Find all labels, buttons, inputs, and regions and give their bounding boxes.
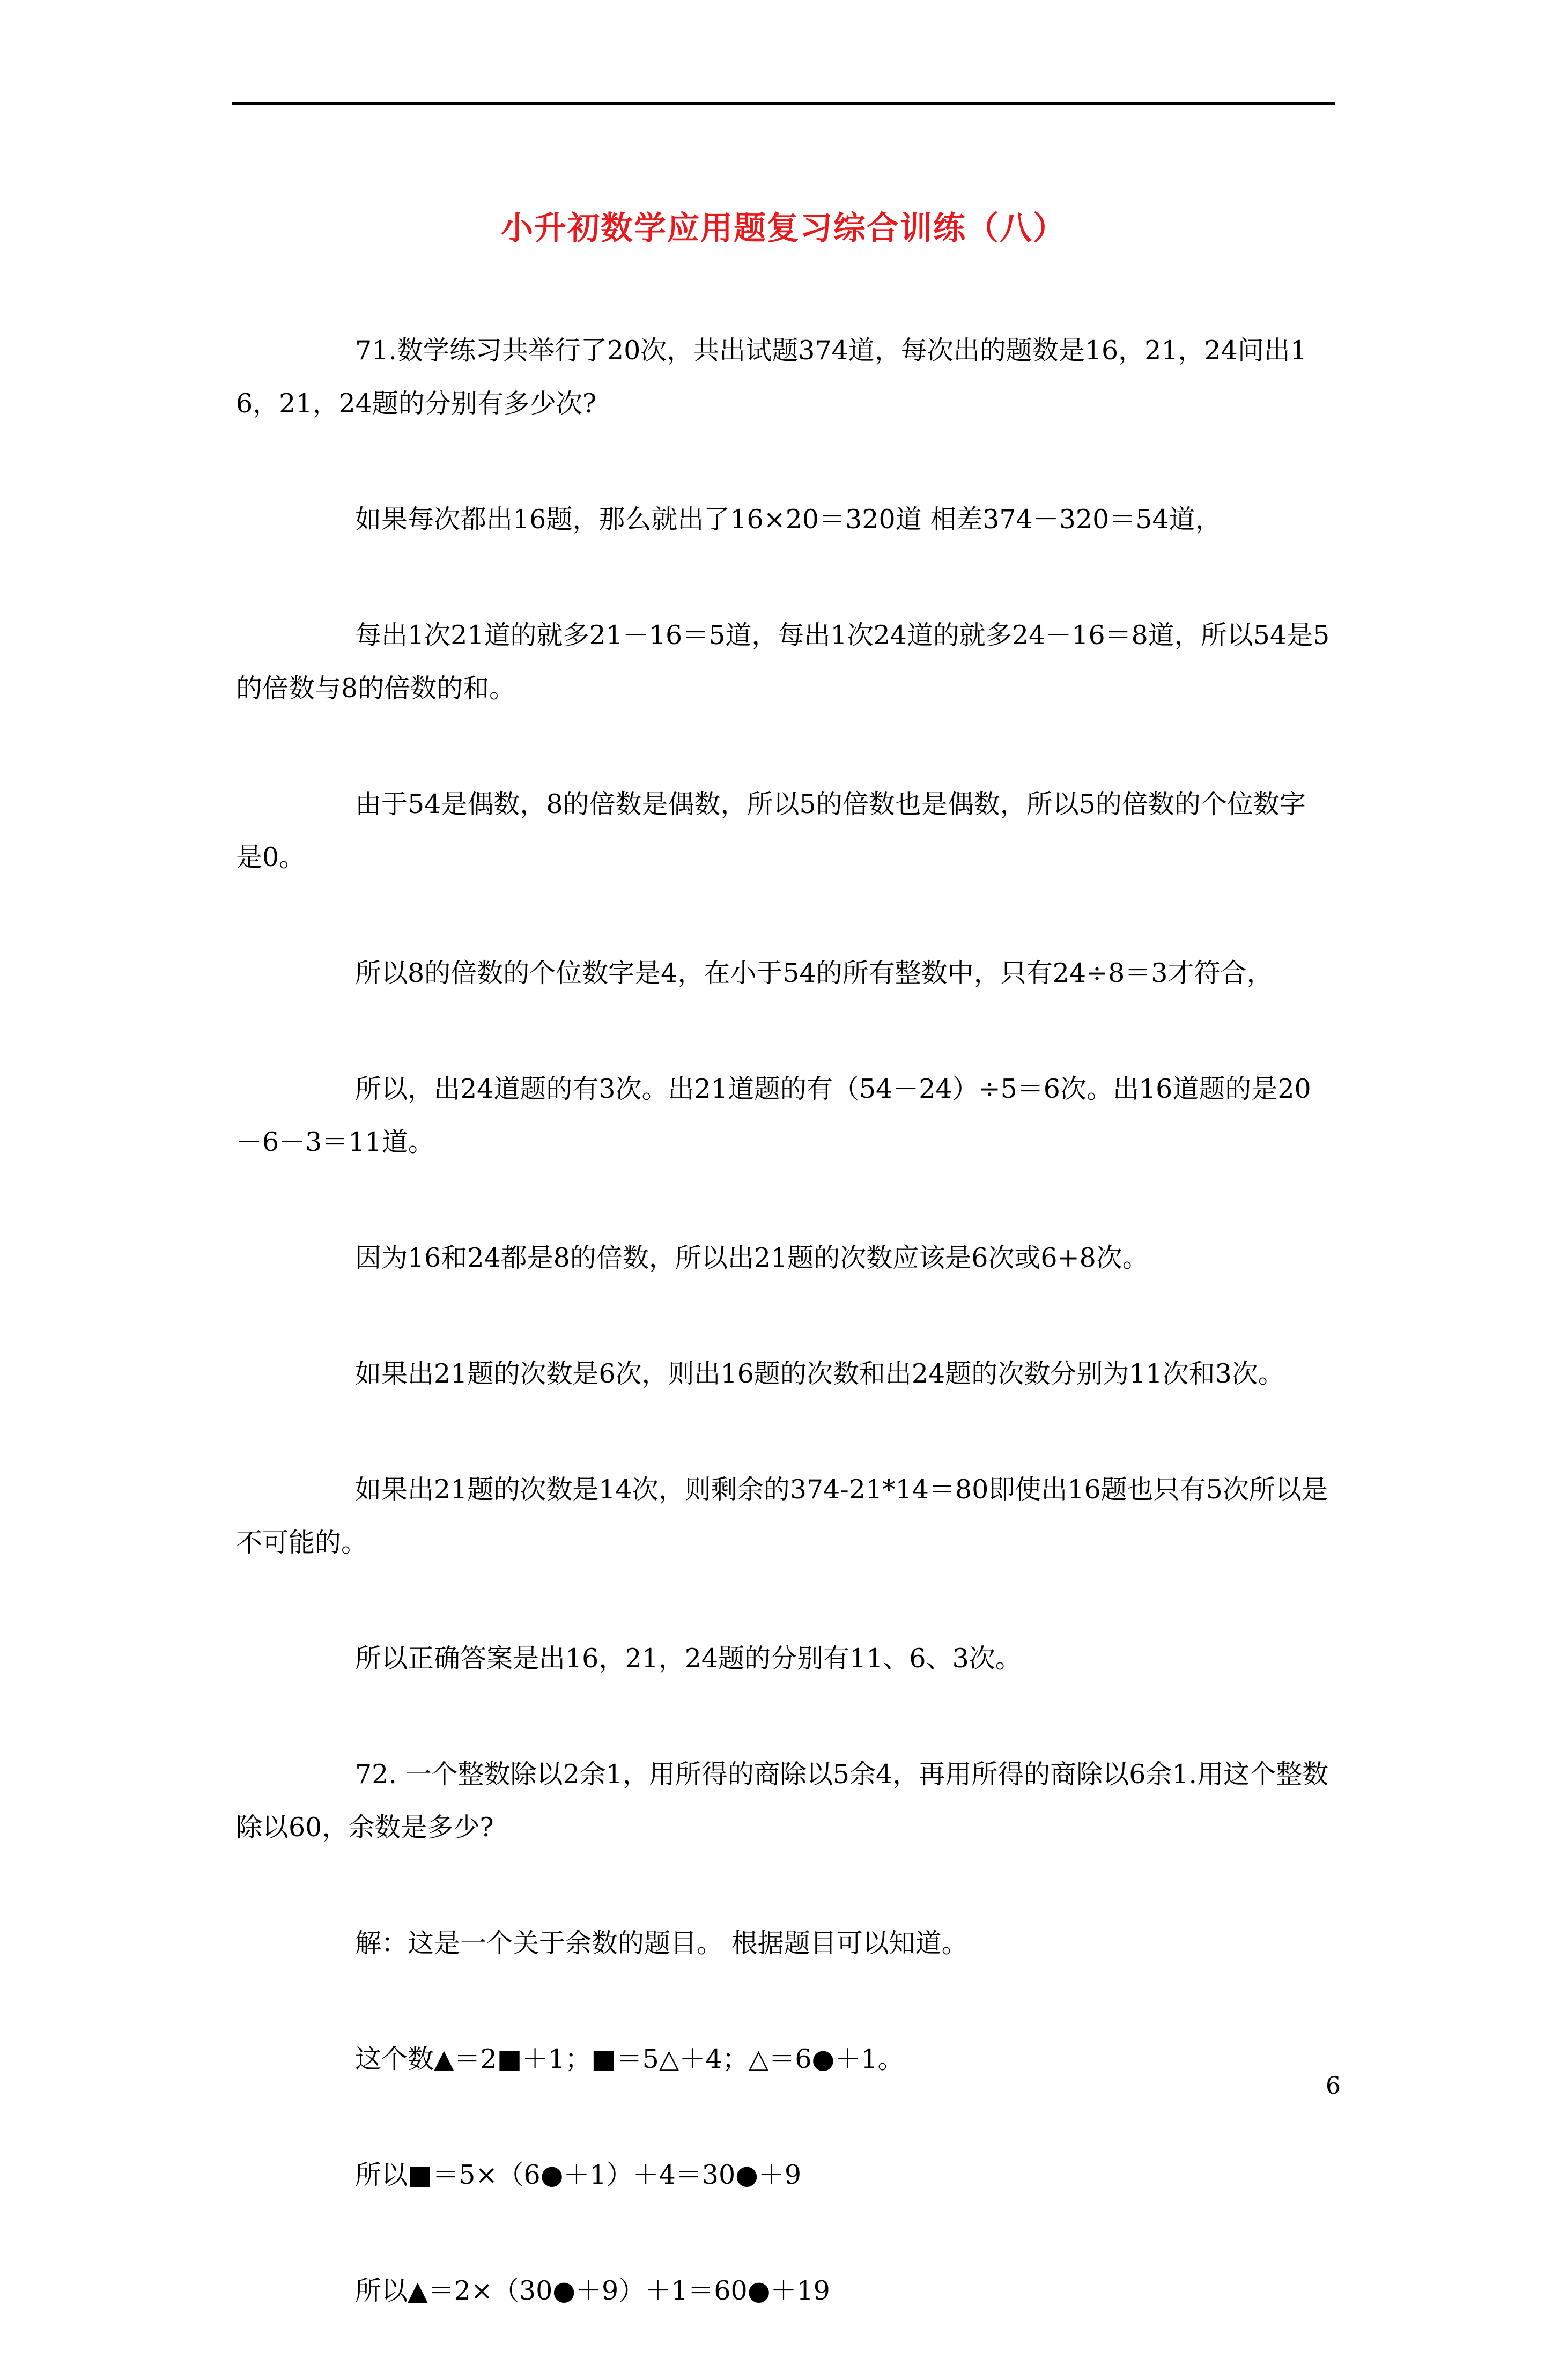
paragraph-problem-72: 72. 一个整数除以2余1，用所得的商除以5余4，再用所得的商除以6余1.用这个整数除以60，余数是多少? bbox=[236, 1759, 1329, 1843]
paragraph-solution-line: 这个数▲＝2■＋1；■＝5△＋4；△＝6●＋1。 bbox=[355, 2044, 904, 2074]
page-title: 小升初数学应用题复习综合训练（八） bbox=[501, 210, 1066, 247]
paragraph-solution-line: 因为16和24都是8的倍数，所以出21题的次数应该是6次或6+8次。 bbox=[355, 1243, 1149, 1273]
paragraph-solution-line: 如果出21题的次数是14次，则剩余的374-21*14＝80即使出16题也只有5次所以是不可能的。 bbox=[236, 1474, 1328, 1558]
paragraph-solution-line: 所以▲＝2×（30●＋9）＋1＝60●＋19 bbox=[355, 2275, 830, 2306]
paragraph-problem-71: 71.数学练习共举行了20次，共出试题374道，每次出的题数是16，21，24问出16，21，24题的分别有多少次? bbox=[236, 335, 1307, 419]
paragraph-solution-line: 所以8的倍数的个位数字是4，在小于54的所有整数中，只有24÷8＝3才符合， bbox=[355, 958, 1273, 988]
paragraph-solution-line: 如果每次都出16题，那么就出了16×20＝320道 相差374－320＝54道， bbox=[355, 504, 1222, 535]
paragraph-solution-line: 所以■＝5×（6●＋1）＋4＝30●＋9 bbox=[355, 2160, 802, 2190]
paragraph-solution-line: 如果出21题的次数是6次，则出16题的次数和出24题的次数分别为11次和3次。 bbox=[355, 1358, 1284, 1389]
paragraph-answer-71: 所以正确答案是出16，21，24题的分别有11、6、3次。 bbox=[355, 1643, 1022, 1674]
paragraph-solution-line: 所以，出24道题的有3次。出21道题的有（54－24）÷5＝6次。出16道题的是20－6－3＝11道。 bbox=[236, 1074, 1311, 1157]
page-number: 6 bbox=[1326, 2072, 1341, 2100]
document-body bbox=[236, 324, 1330, 2380]
header-rule bbox=[232, 102, 1335, 105]
paragraph-solution-line: 由于54是偶数，8的倍数是偶数，所以5的倍数也是偶数，所以5的倍数的个位数字是0。 bbox=[236, 789, 1306, 873]
paragraph-solution-line: 解：这是一个关于余数的题目。 根据题目可以知道。 bbox=[355, 1928, 968, 1958]
paragraph-solution-line: 每出1次21道的就多21－16＝5道，每出1次24道的就多24－16＝8道，所以54是5的倍数与8的倍数的和。 bbox=[236, 620, 1330, 704]
